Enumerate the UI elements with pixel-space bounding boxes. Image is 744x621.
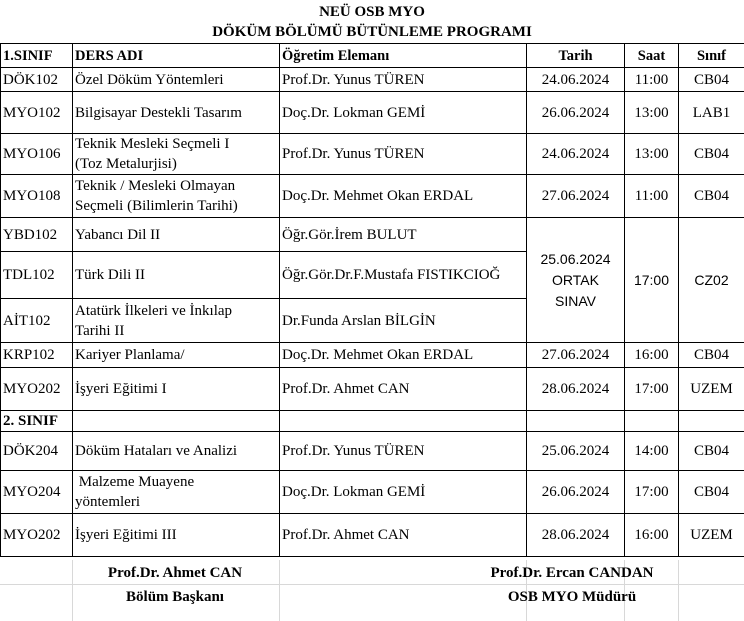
director-name: Prof.Dr. Ercan CANDAN xyxy=(490,565,654,581)
common-exam-cell xyxy=(527,218,625,343)
exam-room: CB04 xyxy=(679,343,744,368)
exam-room: LAB1 xyxy=(679,92,744,134)
exam-time: 11:00 xyxy=(625,68,679,92)
exam-schedule-table xyxy=(0,43,744,557)
table-row xyxy=(1,218,744,252)
course-name-line1: Teknik / Mesleki Olmayan xyxy=(75,178,236,194)
course-code: TDL102 xyxy=(1,252,73,299)
course-code: DÖK204 xyxy=(1,432,73,471)
course-name: Bilgisayar Destekli Tasarım xyxy=(73,92,280,134)
course-name-line2: (Toz Metalurjisi) xyxy=(75,156,177,172)
exam-date: 24.06.2024 xyxy=(527,68,625,92)
empty-cell xyxy=(527,411,625,432)
lecturer: Doç.Dr. Mehmet Okan ERDAL xyxy=(280,175,527,218)
course-name xyxy=(73,299,280,343)
exam-date: 26.06.2024 xyxy=(527,92,625,134)
exam-date: 27.06.2024 xyxy=(527,175,625,218)
course-code: AİT102 xyxy=(1,299,73,343)
col-header-class: 1.SINIF xyxy=(1,44,73,68)
lecturer: Prof.Dr. Yunus TÜREN xyxy=(280,134,527,175)
common-exam-time: 17:00 xyxy=(625,218,679,343)
exam-room: CB04 xyxy=(679,175,744,218)
exam-room: CB04 xyxy=(679,68,744,92)
col-header-time: Saat xyxy=(625,44,679,68)
course-code: KRP102 xyxy=(1,343,73,368)
course-name-line2: Seçmeli (Bilimlerin Tarihi) xyxy=(75,198,238,214)
table-row xyxy=(1,368,744,411)
exam-time: 14:00 xyxy=(625,432,679,471)
course-name xyxy=(73,175,280,218)
lecturer: Prof.Dr. Ahmet CAN xyxy=(280,368,527,411)
course-code: YBD102 xyxy=(1,218,73,252)
exam-time: 13:00 xyxy=(625,134,679,175)
course-name-line1: Malzeme Muayene xyxy=(75,474,195,490)
table-row xyxy=(1,471,744,514)
course-code: MYO108 xyxy=(1,175,73,218)
exam-date: 28.06.2024 xyxy=(527,368,625,411)
school-title: NEÜ OSB MYO xyxy=(319,4,425,20)
table-row xyxy=(1,68,744,92)
department-head-title: Bölüm Başkanı xyxy=(126,589,224,605)
exam-date: 26.06.2024 xyxy=(527,471,625,514)
lecturer: Prof.Dr. Yunus TÜREN xyxy=(280,68,527,92)
col-header-course: DERS ADI xyxy=(73,44,280,68)
exam-time: 11:00 xyxy=(625,175,679,218)
gridline xyxy=(279,560,280,621)
exam-time: 16:00 xyxy=(625,343,679,368)
common-exam-room: CZ02 xyxy=(679,218,744,343)
table-row xyxy=(1,175,744,218)
course-code: MYO202 xyxy=(1,514,73,557)
course-name-line2: yöntemleri xyxy=(75,494,140,510)
gridline xyxy=(0,584,744,585)
exam-date: 25.06.2024 xyxy=(527,432,625,471)
table-row xyxy=(1,514,744,557)
lecturer: Doç.Dr. Lokman GEMİ xyxy=(280,92,527,134)
table-header-row xyxy=(1,44,744,68)
course-name: Türk Dili II xyxy=(73,252,280,299)
col-header-room: Sınıf xyxy=(679,44,744,68)
exam-date: 28.06.2024 xyxy=(527,514,625,557)
table-row xyxy=(1,92,744,134)
course-name: Kariyer Planlama/ xyxy=(73,343,280,368)
course-name: Yabancı Dil II xyxy=(73,218,280,252)
exam-room: CB04 xyxy=(679,432,744,471)
exam-time: 16:00 xyxy=(625,514,679,557)
director-title: OSB MYO Müdürü xyxy=(507,589,637,605)
course-code: MYO204 xyxy=(1,471,73,514)
empty-cell xyxy=(73,411,280,432)
exam-room: UZEM xyxy=(679,514,744,557)
exam-time: 13:00 xyxy=(625,92,679,134)
col-header-lecturer: Öğretim Elemanı xyxy=(280,44,527,68)
exam-time: 17:00 xyxy=(625,368,679,411)
common-exam-label-2: SINAV xyxy=(555,292,596,309)
exam-date: 27.06.2024 xyxy=(527,343,625,368)
department-head-name: Prof.Dr. Ahmet CAN xyxy=(107,565,243,581)
course-name: Döküm Hataları ve Analizi xyxy=(73,432,280,471)
empty-cell xyxy=(679,411,744,432)
course-name xyxy=(73,134,280,175)
program-title: DÖKÜM BÖLÜMÜ BÜTÜNLEME PROGRAMI xyxy=(212,24,532,40)
common-exam-label: ORTAK xyxy=(552,271,599,288)
exam-room: CB04 xyxy=(679,471,744,514)
course-code: DÖK102 xyxy=(1,68,73,92)
course-name: İşyeri Eğitimi III xyxy=(73,514,280,557)
lecturer: Doç.Dr. Mehmet Okan ERDAL xyxy=(280,343,527,368)
course-name-line2: Tarihi II xyxy=(75,322,125,339)
exam-time: 17:00 xyxy=(625,471,679,514)
lecturer: Öğr.Gör.İrem BULUT xyxy=(280,218,527,252)
course-name: Özel Döküm Yöntemleri xyxy=(73,68,280,92)
course-code: MYO102 xyxy=(1,92,73,134)
lecturer: Dr.Funda Arslan BİLGİN xyxy=(280,299,527,343)
course-name xyxy=(73,471,280,514)
exam-room: UZEM xyxy=(679,368,744,411)
lecturer: Prof.Dr. Yunus TÜREN xyxy=(280,432,527,471)
course-name-line1: Teknik Mesleki Seçmeli I xyxy=(75,136,230,152)
col-header-date: Tarih xyxy=(527,44,625,68)
course-code: MYO202 xyxy=(1,368,73,411)
exam-room: CB04 xyxy=(679,134,744,175)
table-row xyxy=(1,343,744,368)
lecturer: Prof.Dr. Ahmet CAN xyxy=(280,514,527,557)
course-name: İşyeri Eğitimi I xyxy=(73,368,280,411)
lecturer: Doç.Dr. Lokman GEMİ xyxy=(280,471,527,514)
exam-date: 24.06.2024 xyxy=(527,134,625,175)
lecturer: Öğr.Gör.Dr.F.Mustafa FISTIKCIOĞ xyxy=(280,252,527,299)
course-name-line1: Atatürk İlkeleri ve İnkılap xyxy=(75,302,233,319)
empty-cell xyxy=(280,411,527,432)
empty-cell xyxy=(625,411,679,432)
table-row xyxy=(1,432,744,471)
common-exam-date: 25.06.2024 xyxy=(540,250,611,267)
section-title: 2. SINIF xyxy=(1,411,73,432)
course-code: MYO106 xyxy=(1,134,73,175)
table-row xyxy=(1,134,744,175)
section-row xyxy=(1,411,744,432)
